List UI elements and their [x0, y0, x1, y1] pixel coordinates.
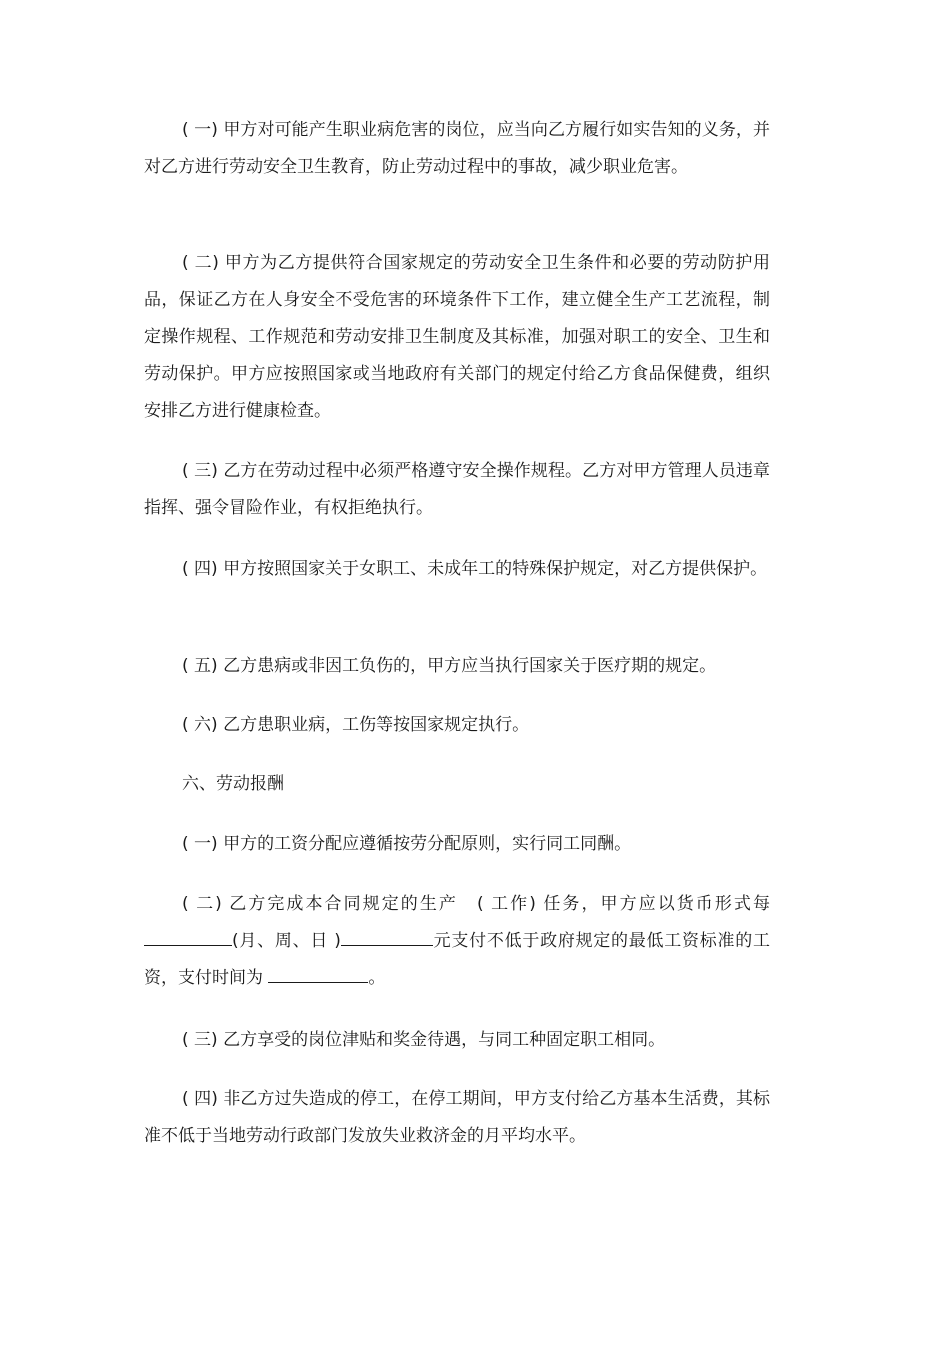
- pay-clause-2-text-b: (月、周、日 ): [232, 931, 341, 951]
- pay-clause-2-text-a: ( 二) 乙方完成本合同规定的生产 ( 工作) 任务，甲方应以货币形式每: [182, 894, 770, 914]
- clause-health-5: ( 五) 乙方患病或非因工负伤的，甲方应当执行国家关于医疗期的规定。: [182, 656, 717, 676]
- pay-time-blank[interactable]: [268, 982, 368, 983]
- clause-health-2: ( 二) 甲方为乙方提供符合国家规定的劳动安全卫生条件和必要的劳动防护用品，保证乙方在人身安全不受危害的环境条件下工作，建立健全生产工艺流程，制定操作规程、工作规范和劳动安排卫生制度及其标准，加强对职工的安全、卫生和劳动保护。甲方应按照国家或当地政府有关部门的规定付给乙方食品保健费，组织安排乙方进行健康检查。: [144, 253, 770, 421]
- pay-period-blank[interactable]: [144, 945, 232, 946]
- section-title: 六、劳动报酬: [182, 774, 284, 794]
- pay-clause-2-text-c: 元支付不低于政府规定的最低工资标准的工资，支付时间为: [144, 931, 770, 988]
- clause-health-4: ( 四) 甲方按照国家关于女职工、未成年工的特殊保护规定，对乙方提供保护。: [182, 559, 768, 579]
- clause-health-3: ( 三) 乙方在劳动过程中必须严格遵守安全操作规程。乙方对甲方管理人员违章指挥、强令冒险作业，有权拒绝执行。: [144, 461, 770, 518]
- clause-health-6: ( 六) 乙方患职业病，工伤等按国家规定执行。: [182, 715, 530, 735]
- pay-amount-blank[interactable]: [341, 945, 433, 946]
- pay-clause-2-text-d: 。: [368, 968, 386, 988]
- pay-clause-3: ( 三) 乙方享受的岗位津贴和奖金待遇，与同工种固定职工相同。: [182, 1030, 666, 1050]
- pay-clause-2: [144, 886, 770, 997]
- clause-health-1: ( 一) 甲方对可能产生职业病危害的岗位，应当向乙方履行如实告知的义务，并对乙方进行劳动安全卫生教育，防止劳动过程中的事故，减少职业危害。: [144, 120, 770, 177]
- pay-clause-4: ( 四) 非乙方过失造成的停工，在停工期间，甲方支付给乙方基本生活费，其标准不低于当地劳动行政部门发放失业救济金的月平均水平。: [144, 1089, 770, 1146]
- pay-clause-1: ( 一) 甲方的工资分配应遵循按劳分配原则，实行同工同酬。: [182, 834, 632, 854]
